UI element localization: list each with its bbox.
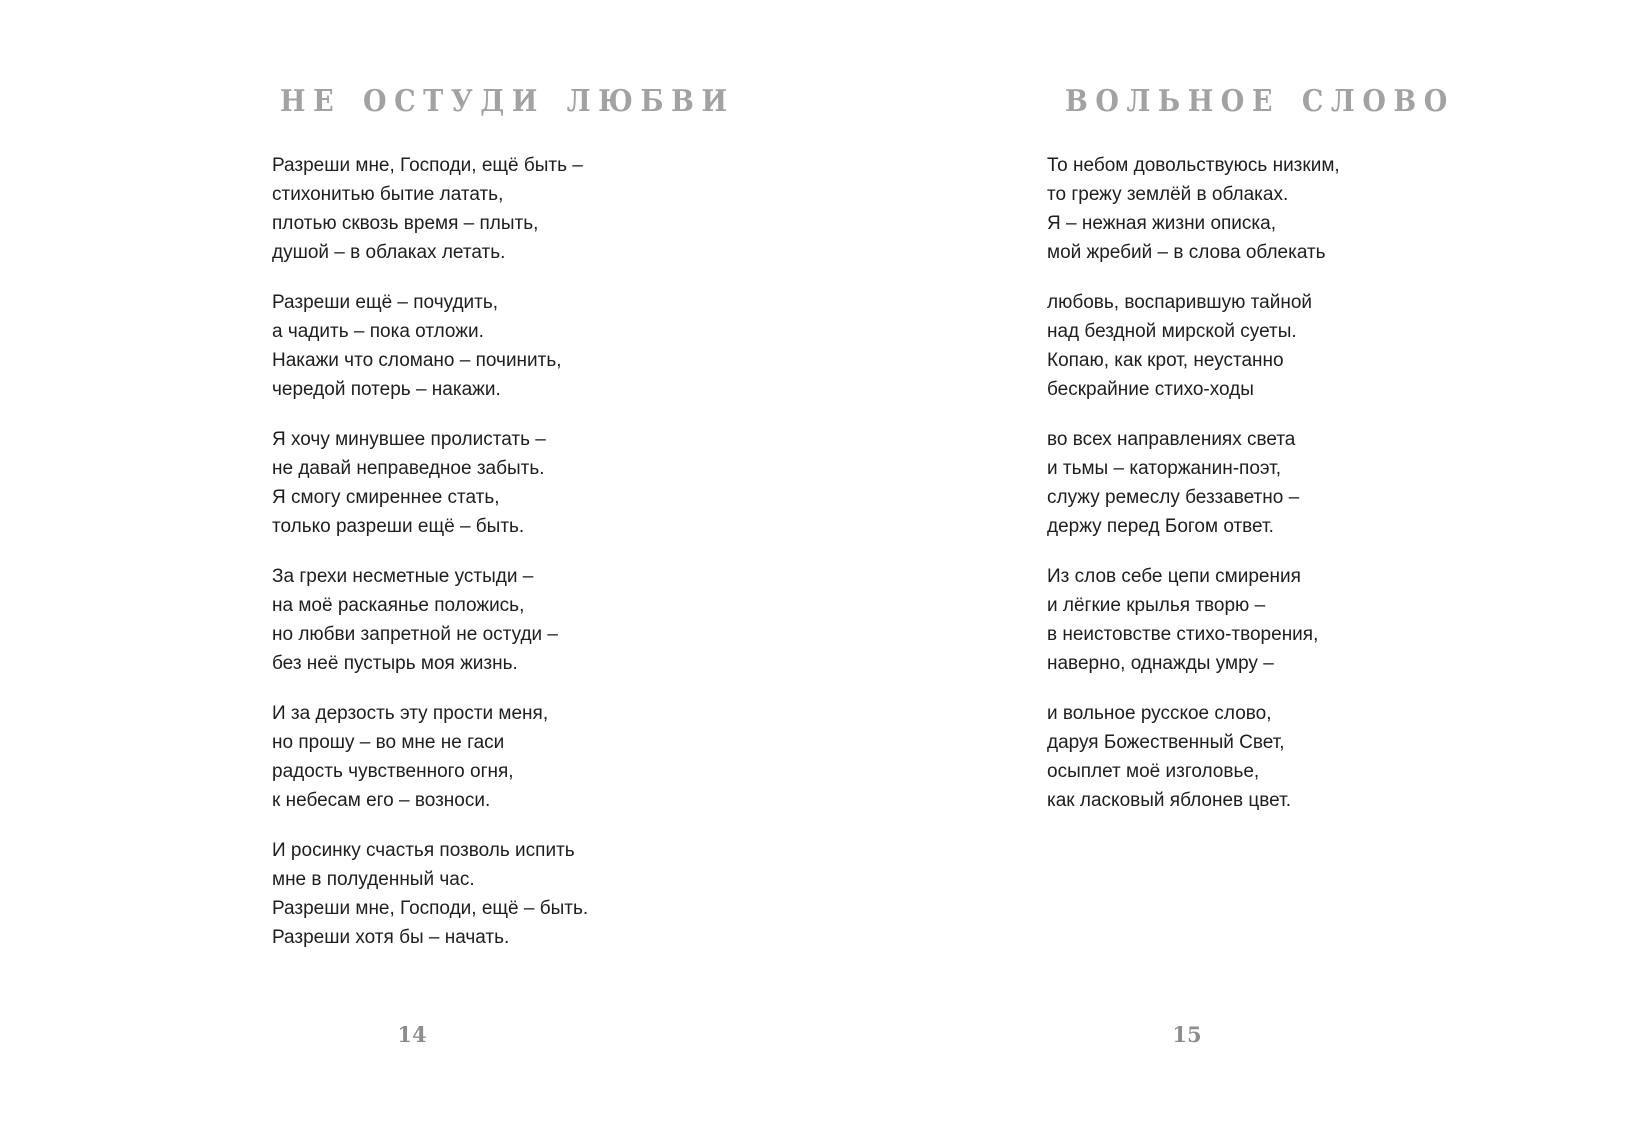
poem-line: мой жребий – в слова облекать — [1047, 242, 1326, 263]
poem-line: Разреши ещё – почудить, — [272, 292, 499, 313]
stanza — [272, 151, 612, 267]
stanza — [1047, 288, 1387, 404]
stanza — [272, 699, 612, 815]
poem-right — [1047, 151, 1387, 836]
poem-line: Я – нежная жизни описка, — [1047, 213, 1276, 234]
poem-line: Я хочу минувшее пролистать – — [272, 429, 546, 450]
poem-line: только разреши ещё – быть. — [272, 516, 525, 537]
poem-line: как ласковый яблонев цвет. — [1047, 790, 1291, 811]
poem-line: Я смогу смиреннее стать, — [272, 487, 500, 508]
poem-line: То небом довольствуюсь низким, — [1047, 155, 1340, 176]
poem-line: и лёгкие крылья творю – — [1047, 595, 1266, 616]
poem-line: Разреши хотя бы – начать. — [272, 927, 510, 948]
poem-line: а чадить – пока отложи. — [272, 321, 484, 342]
page-number-right: 15 — [1172, 1022, 1202, 1047]
poem-line: Копаю, как крот, неустанно — [1047, 350, 1284, 371]
poem-line: наверно, однажды умру – — [1047, 653, 1274, 674]
poem-line: стихонитью бытие латать, — [272, 184, 504, 205]
poem-title-left: НЕ ОСТУДИ ЛЮБВИ — [280, 84, 735, 119]
poem-line: не давай неправедное забыть. — [272, 458, 545, 479]
poem-line: без неё пустырь моя жизнь. — [272, 653, 518, 674]
poem-line: держу перед Богом ответ. — [1047, 516, 1274, 537]
poem-line: И росинку счастья позволь испить — [272, 840, 575, 861]
poem-left — [272, 151, 612, 973]
poem-line: И за дерзость эту прости меня, — [272, 703, 549, 724]
poem-line: Накажи что сломано – починить, — [272, 350, 562, 371]
poem-line: даруя Божественный Свет, — [1047, 732, 1285, 753]
stanza — [272, 836, 612, 952]
poem-line: радость чувственного огня, — [272, 761, 514, 782]
poem-line: над бездной мирской суеты. — [1047, 321, 1297, 342]
poem-line: к небесам его – возноси. — [272, 790, 491, 811]
stanza — [272, 425, 612, 541]
poem-line: Разреши мне, Господи, ещё быть – — [272, 155, 583, 176]
poem-line: то грежу землёй в облаках. — [1047, 184, 1289, 205]
poem-line: любовь, воспарившую тайной — [1047, 292, 1313, 313]
poem-line: За грехи несметные устыди – — [272, 566, 534, 587]
stanza — [1047, 699, 1387, 815]
poem-line: душой – в облаках летать. — [272, 242, 506, 263]
stanza — [1047, 425, 1387, 541]
poem-line: на моё раскаянье положись, — [272, 595, 525, 616]
page-number-left: 14 — [397, 1022, 427, 1047]
poem-line: осыплет моё изголовье, — [1047, 761, 1260, 782]
poem-line: служу ремеслу беззаветно – — [1047, 487, 1300, 508]
poem-line: Из слов себе цепи смирения — [1047, 566, 1301, 587]
book-page-right — [822, 0, 1644, 1134]
poem-line: но любви запретной не остуди – — [272, 624, 559, 645]
stanza — [1047, 562, 1387, 678]
poem-line: во всех направлениях света — [1047, 429, 1296, 450]
poem-line: мне в полуденный час. — [272, 869, 475, 890]
poem-title-right: ВОЛЬНОЕ СЛОВО — [1065, 84, 1455, 119]
poem-line: в неистовстве стихо-творения, — [1047, 624, 1319, 645]
poem-line: Разреши мне, Господи, ещё – быть. — [272, 898, 589, 919]
poem-line: бескрайние стихо-ходы — [1047, 379, 1254, 400]
poem-line: но прошу – во мне не гаси — [272, 732, 505, 753]
stanza — [1047, 151, 1387, 267]
poem-line: и вольное русское слово, — [1047, 703, 1272, 724]
stanza — [272, 562, 612, 678]
poem-line: и тьмы – каторжанин-поэт, — [1047, 458, 1282, 479]
stanza — [272, 288, 612, 404]
poem-line: чередой потерь – накажи. — [272, 379, 501, 400]
poem-line: плотью сквозь время – плыть, — [272, 213, 539, 234]
